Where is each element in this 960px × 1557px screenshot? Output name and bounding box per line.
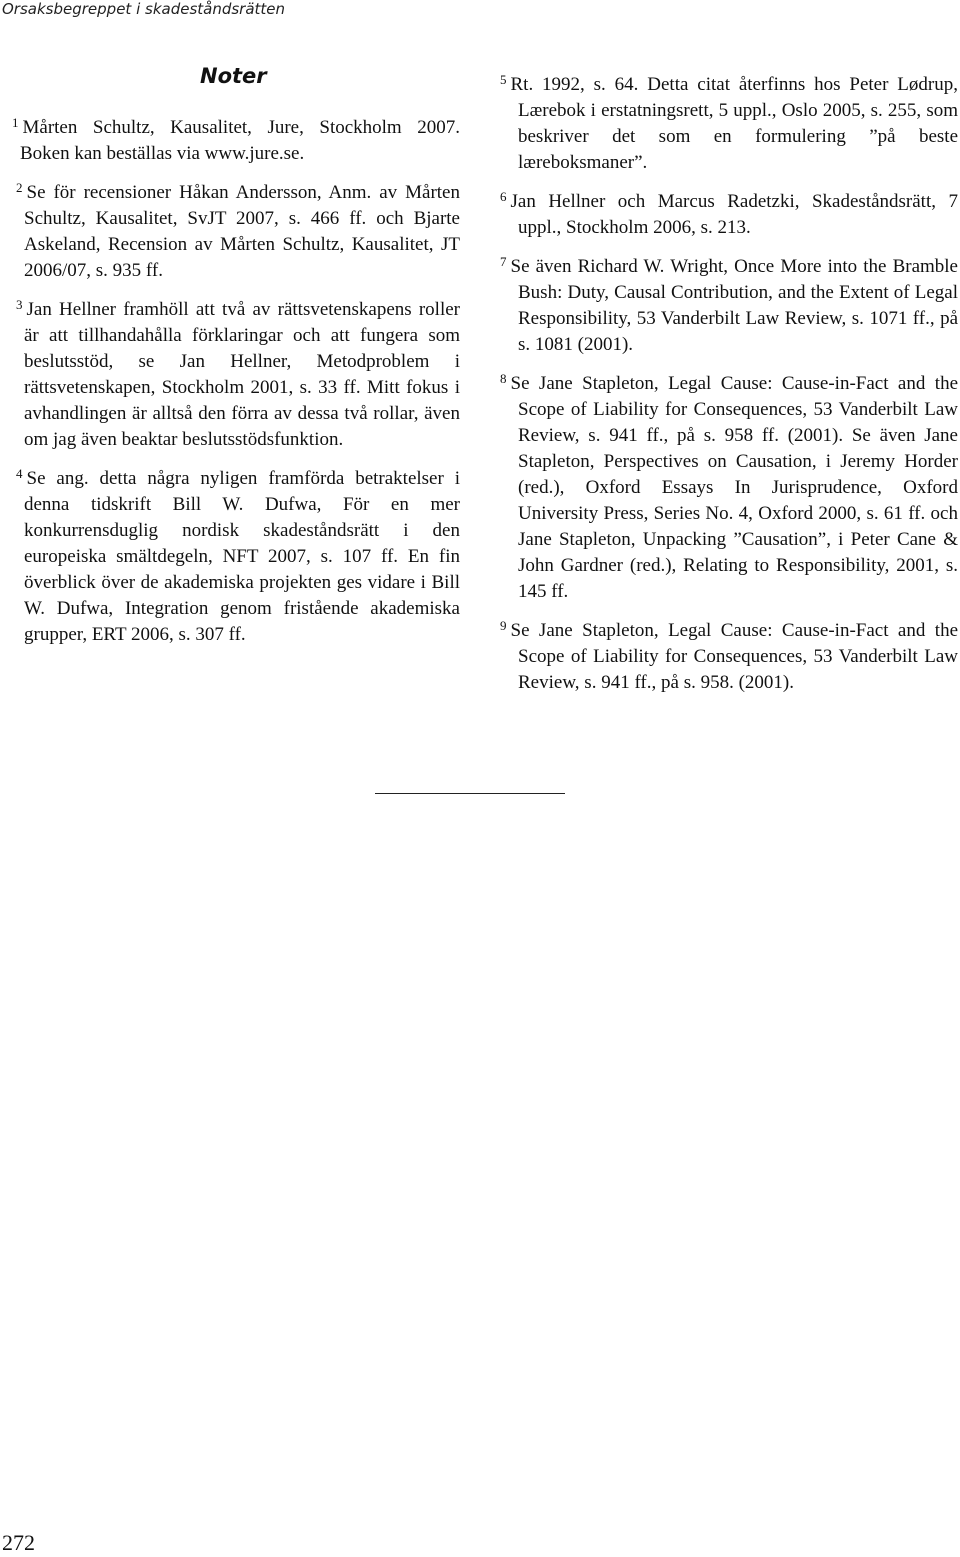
notes-column-left — [8, 110, 460, 656]
footnote-3 — [8, 292, 460, 453]
footnote-text: Se för recensioner Håkan Andersson, Anm. av Mårten Schultz, Kausalitet, SvJT 2007, s. 466 ff. och Bjarte Askeland, Recension av Mårten Schultz, Kausalitet, JT 2006/07, s. 935 ff. — [24, 182, 460, 281]
footnote-8 — [500, 366, 958, 605]
end-divider — [375, 793, 565, 794]
footnote-number: 1 — [12, 115, 19, 130]
footnote-text: Se Jane Stapleton, Legal Cause: Cause-in-Fact and the Scope of Liability for Consequences, 53 Vanderbilt Law Review, s. 941 ff., på s. 958 ff. (2001). Se även Jane Stapleton, Perspectives on Causation, i Jeremy Horder (red.), Oxford Essays In Jurisprudence, Oxford University Press, Series No. 4, Oxford 2000, s. 61 ff. och Jane Stapleton, Unpacking ”Causation”, i Peter Cane & John Gardner (red.), Relating to Responsibility, 2001, s. 145 ff. — [510, 373, 958, 602]
running-head: Orsaksbegreppet i skadeståndsrätten — [2, 0, 286, 18]
section-title: Noter — [200, 64, 267, 88]
footnote-number: 6 — [500, 189, 507, 204]
footnote-text: Jan Hellner framhöll att två av rättsvetenskapens roller är att tillhandahålla förklaringar och att fungera som beslutsstöd, se Jan Hellner, Metodproblem i rättsvetenskapen, Stockholm 2001, s. 33 ff. Mitt fokus i avhandlingen är alltså den förra av dessa två rollar, även om jag även beaktar beslutsstödsfunktion. — [24, 299, 460, 450]
footnote-6 — [500, 184, 958, 241]
footnote-number: 5 — [500, 72, 507, 87]
footnote-text: Rt. 1992, s. 64. Detta citat återfinns hos Peter Lødrup, Lærebok i erstatningsrett, 5 uppl., Oslo 2005, s. 255, som beskriver det som en formulering ”på beste læreboksmaner”. — [510, 74, 958, 173]
footnote-2 — [8, 175, 460, 284]
footnote-1 — [8, 110, 460, 167]
footnote-9 — [500, 613, 958, 696]
footnote-text: Se Jane Stapleton, Legal Cause: Cause-in-Fact and the Scope of Liability for Consequences, 53 Vanderbilt Law Review, s. 941 ff., på s. 958. (2001). — [510, 620, 958, 693]
footnote-text: Se ang. detta några nyligen framförda betraktelser i denna tidskrift Bill W. Dufwa, För en mer konkurrensduglig nordisk skadeståndsrätt i den europeiska smältdegeln, NFT 2007, s. 107 ff. En fin överblick över de akademiska projekten ges vidare i Bill W. Dufwa, Integration genom fristående akademiska grupper, ERT 2006, s. 307 ff. — [24, 468, 460, 645]
footnote-number: 2 — [16, 180, 23, 195]
footnote-4 — [8, 461, 460, 648]
notes-column-right — [500, 67, 958, 704]
footnote-text: Mårten Schultz, Kausalitet, Jure, Stockholm 2007. Boken kan beställas via www.jure.se. — [20, 117, 460, 164]
footnote-5 — [500, 67, 958, 176]
footnote-text: Se även Richard W. Wright, Once More into the Bramble Bush: Duty, Causal Contribution, and the Extent of Legal Responsibility, 53 Vanderbilt Law Review, s. 1071 ff., på s. 1081 (2001). — [510, 256, 958, 355]
footnote-7 — [500, 249, 958, 358]
footnote-text: Jan Hellner och Marcus Radetzki, Skadeståndsrätt, 7 uppl., Stockholm 2006, s. 213. — [510, 191, 958, 238]
page-number: 272 — [2, 1530, 35, 1555]
footnote-number: 7 — [500, 254, 507, 269]
footnote-number: 9 — [500, 618, 507, 633]
footnote-number: 3 — [16, 297, 23, 312]
footnote-number: 8 — [500, 371, 507, 386]
footnote-number: 4 — [16, 466, 23, 481]
